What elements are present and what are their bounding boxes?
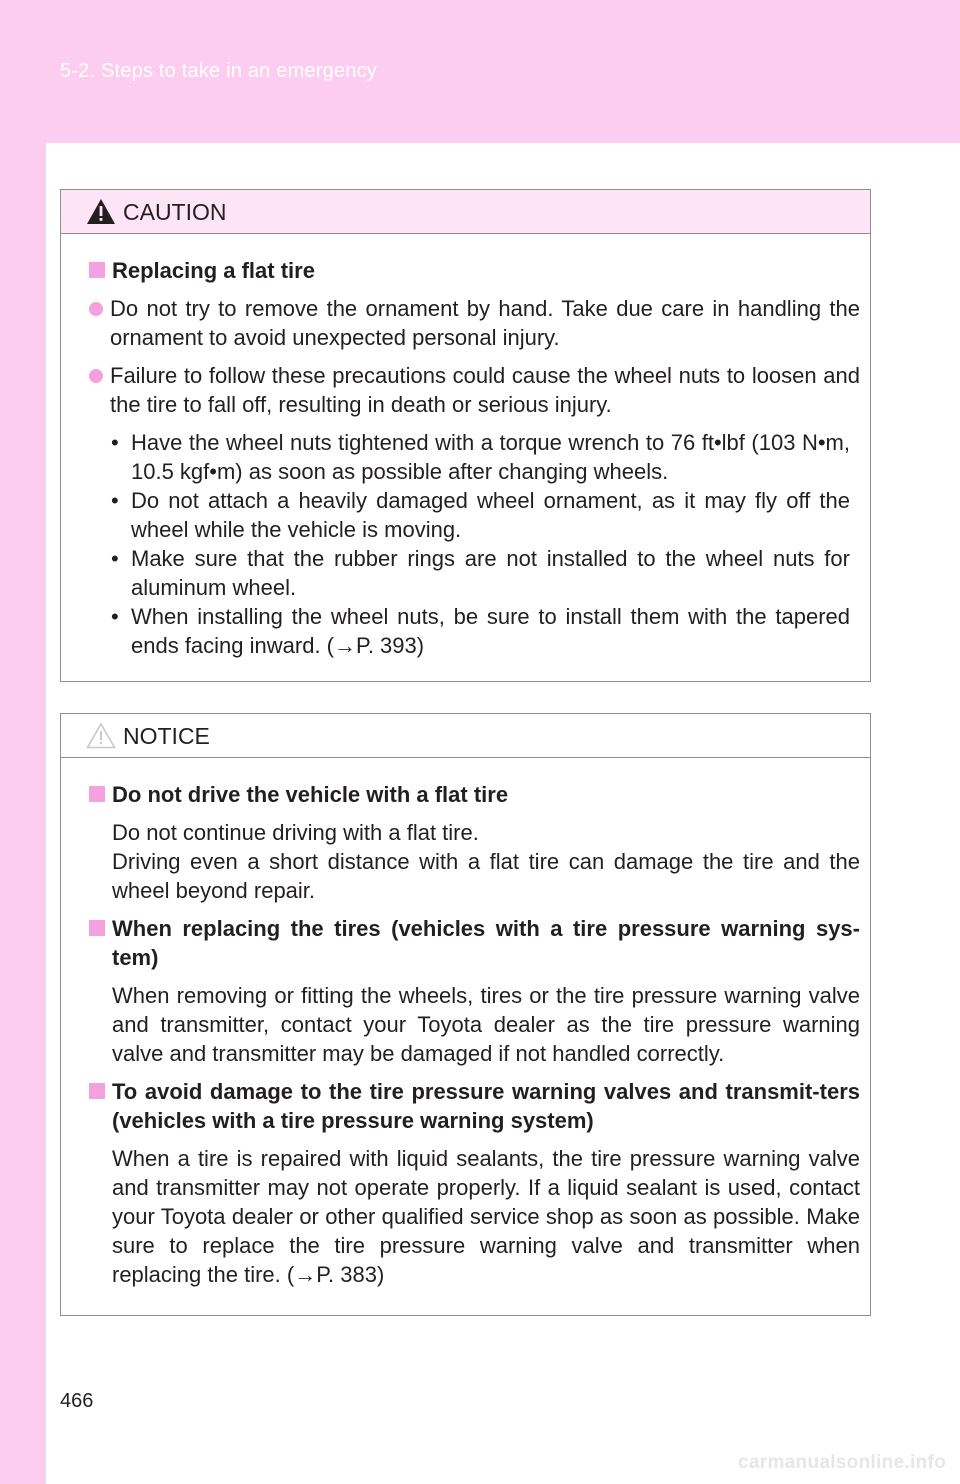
notice-heading: To avoid damage to the tire pressure warning valves and transmit-ters (vehicles with a tire pressure warning system) xyxy=(89,1077,860,1135)
page-number: 466 xyxy=(60,1390,94,1412)
notice-heading: When replacing the tires (vehicles with a tire pressure warning sys-tem) xyxy=(89,914,860,972)
caution-header xyxy=(61,190,870,234)
caution-item: Failure to follow these precautions could cause the wheel nuts to loosen and the tire to fall off, resulting in death or serious injury. xyxy=(89,361,860,419)
notice-label: NOTICE xyxy=(123,723,210,749)
notice-header xyxy=(61,714,870,758)
list-item: • Make sure that the rubber rings are not installed to the wheel nuts for aluminum wheel. xyxy=(111,546,850,600)
square-bullet-icon xyxy=(89,786,105,802)
notice-body xyxy=(61,758,870,1289)
caution-item: Do not try to remove the ornament by hand. Take due care in handling the ornament to avoid unexpected personal injury. xyxy=(89,294,860,352)
section-title: 5-2. Steps to take in an emergency xyxy=(60,60,377,82)
circle-bullet-icon xyxy=(89,369,103,383)
warning-triangle-outline-icon xyxy=(86,722,116,749)
square-bullet-icon xyxy=(89,262,105,278)
list-item: • When installing the wheel nuts, be sure to install them with the tapered ends facing inward. (→P. 393) xyxy=(111,604,850,658)
caution-box xyxy=(60,189,871,682)
square-bullet-icon xyxy=(89,1083,105,1099)
notice-paragraph: Do not continue driving with a flat tire. xyxy=(112,820,479,845)
warning-triangle-filled-icon xyxy=(86,198,116,225)
list-item: • Do not attach a heavily damaged wheel ornament, as it may fly off the wheel while the vehicle is moving. xyxy=(111,488,850,542)
caution-label: CAUTION xyxy=(123,199,227,225)
notice-paragraph: When removing or fitting the wheels, tires or the tire pressure warning valve and transmitter, contact your Toyota dealer as the tire pressure warning valve and transmitter may be damaged if not handled correctly. xyxy=(112,983,860,1066)
notice-box xyxy=(60,713,871,1316)
side-band xyxy=(0,143,46,1484)
caution-bullet-list xyxy=(111,428,860,660)
notice-paragraph: Driving even a short distance with a flat tire can damage the tire and the wheel beyond repair. xyxy=(112,849,860,903)
notice-heading: Do not drive the vehicle with a flat tire xyxy=(89,780,860,809)
caution-heading: Replacing a flat tire xyxy=(89,256,860,285)
circle-bullet-icon xyxy=(89,302,103,316)
list-item: • Have the wheel nuts tightened with a torque wrench to 76 ft•lbf (103 N•m, 10.5 kgf•m) as soon as possible after changing wheels. xyxy=(111,430,850,484)
caution-body xyxy=(61,234,870,660)
notice-paragraph: When a tire is repaired with liquid sealants, the tire pressure warning valve and transmitter may not operate properly. If a liquid sealant is used, contact your Toyota dealer or other qualified service shop as soon as possible. Make sure to replace the tire pressure warning valve and transmitter when replacing the tire. (→P. 383) xyxy=(112,1146,860,1287)
watermark[interactable]: carmanualsonline.info xyxy=(738,1452,946,1473)
square-bullet-icon xyxy=(89,920,105,936)
